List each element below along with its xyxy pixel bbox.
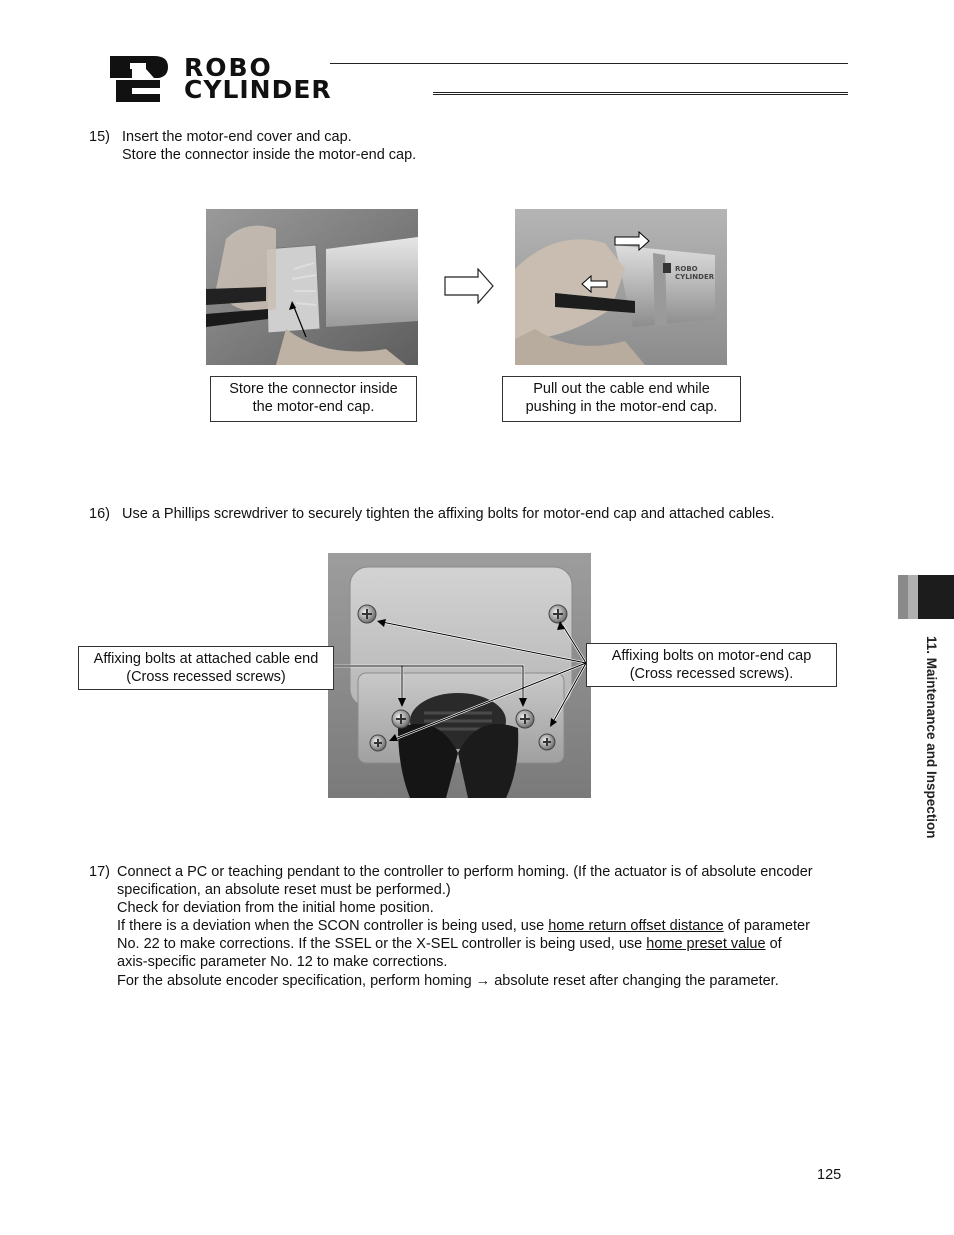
step-16-number: 16) [89,506,110,522]
right-arrow-icon [444,268,494,304]
photo-logo-robo: ROBO [675,265,698,273]
bolt-leader-lines [330,600,590,760]
side-tab-label [919,636,939,876]
step-16-line1: Use a Phillips screwdriver to securely tighten the affixing bolts for motor-end cap and attached cables. [122,506,775,522]
callout-motor-end-cap-bolts-line1: Affixing bolts on motor-end cap [611,648,812,664]
side-tab-marker [898,575,954,619]
step-15-line2: Store the connector inside the motor-end cap. [122,147,417,163]
side-tab-label-text: 11. Maintenance and Inspection [924,636,939,839]
home-return-offset-distance: home return offset distance [548,918,724,934]
home-preset-value: home preset value [646,936,766,952]
step-17-line5-b: of [765,936,782,952]
logo-text-robo: ROBO [184,53,273,82]
step-17-line6: axis-specific parameter No. 12 to make corrections. [117,954,448,970]
step-17-line4 [117,917,810,935]
step-15-line1: Insert the motor-end cover and cap. [122,129,352,145]
header-logo [108,54,428,104]
callout-motor-end-cap-bolts [586,643,837,687]
step-17-line5 [117,935,782,953]
step-17-line4-b: of parameter [723,918,810,934]
photo-connector-in-cap [206,209,418,365]
callout-motor-end-cap-bolts-line2: (Cross recessed screws). [629,666,794,682]
callout-cable-end-bolts-line1: Affixing bolts at attached cable end [93,651,319,667]
step-17-line2: specification, an absolute reset must be performed.) [117,882,451,898]
callout-cable-end-bolts [78,646,334,690]
step-17-line1: Connect a PC or teaching pendant to the controller to perform homing. (If the actuator is of absolute encoder [117,864,813,880]
header-rule-top [330,63,848,64]
logo-text-cylinder: CYLINDER [184,75,332,104]
callout-store-connector-line2: the motor-end cap. [252,399,375,415]
callout-store-connector-line1: Store the connector inside [229,381,398,397]
step-15-number: 15) [89,129,110,145]
callout-cable-end-bolts-line2: (Cross recessed screws) [126,669,286,685]
step-17-line4-a: If there is a deviation when the SCON controller is being used, use [117,918,549,934]
step-17-number: 17) [89,864,110,880]
callout-pull-cable-line2: pushing in the motor-end cap. [525,399,718,415]
callout-store-connector [210,376,417,422]
page-number: 125 [817,1167,842,1183]
step-17-line3: Check for deviation from the initial home position. [117,900,434,916]
step-17-line5-a: No. 22 to make corrections. If the SSEL or the X-SEL controller is being used, use [117,936,647,952]
callout-pull-cable-line1: Pull out the cable end while [533,381,710,397]
callout-pull-cable [502,376,741,422]
step-17-line7: For the absolute encoder specification, perform homing → absolute reset after changing the parameter. [117,973,779,989]
header-rule-bottom [433,92,848,97]
photo-logo-cylinder: CYLINDER [675,273,715,281]
photo-pull-cable [515,209,727,365]
